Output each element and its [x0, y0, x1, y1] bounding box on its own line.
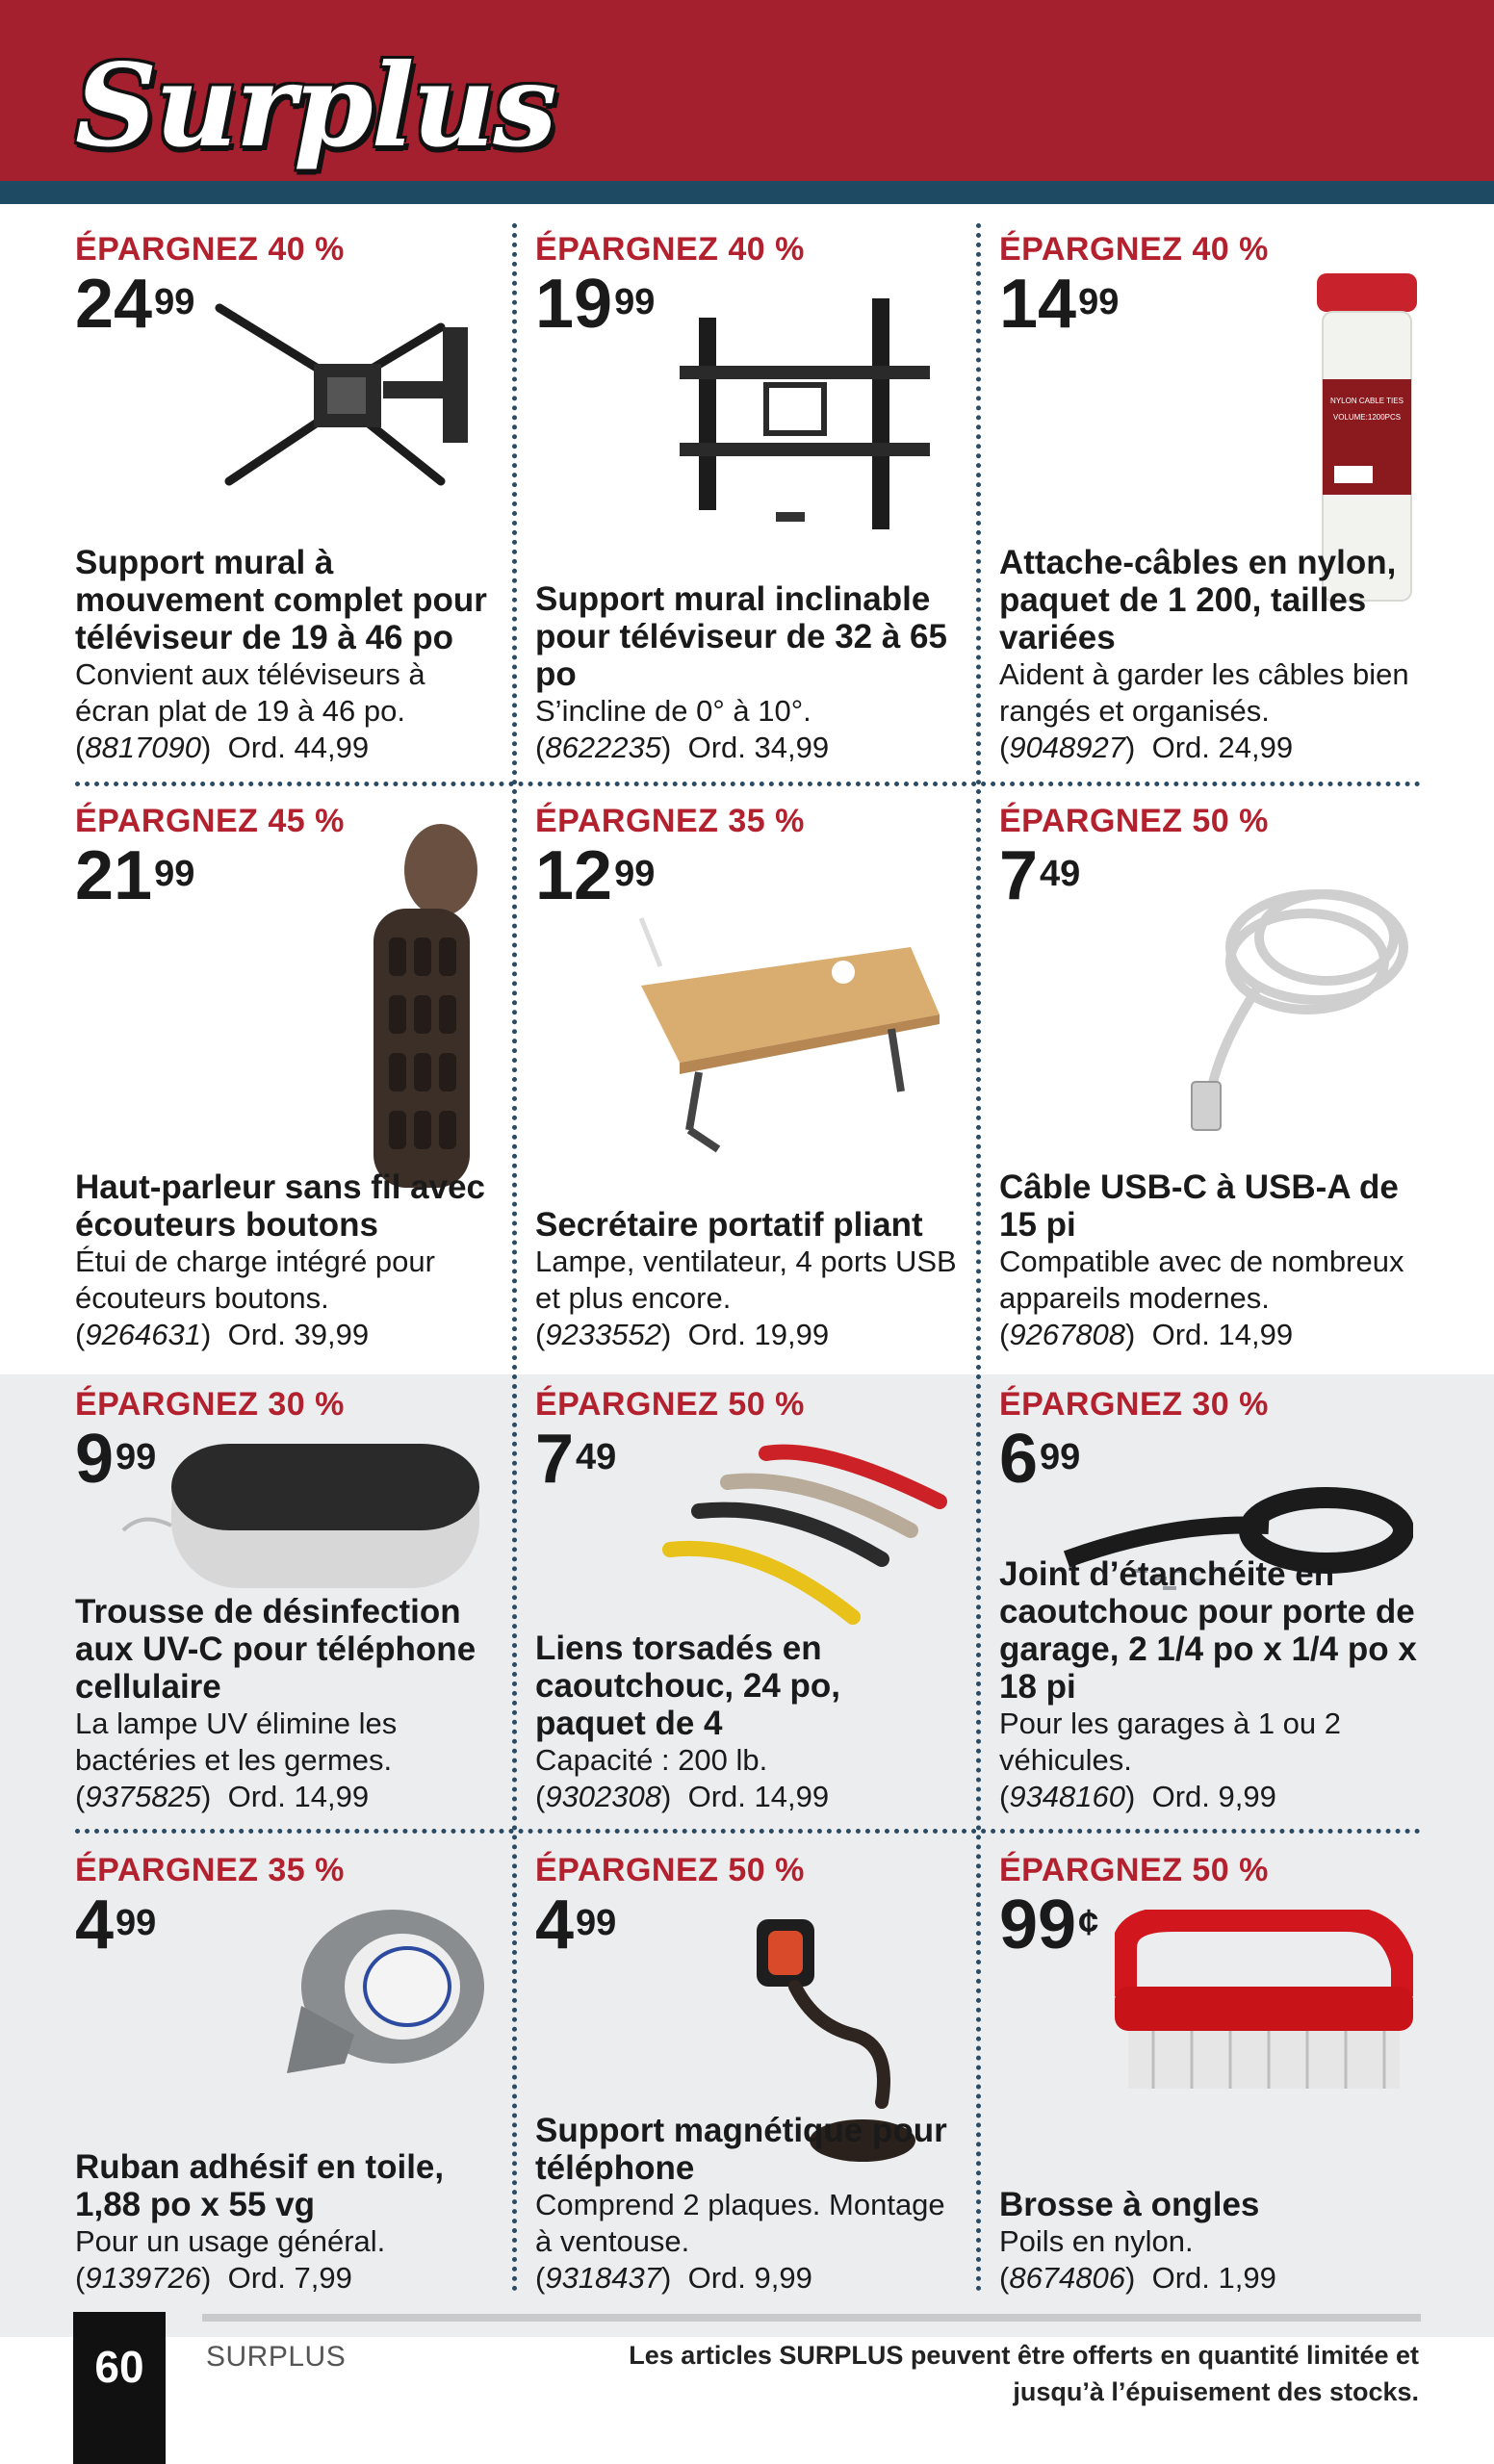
product-description: Capacité : 200 lb. [535, 1743, 768, 1777]
product-code: (9375825) Ord. 14,99 [75, 1780, 370, 1813]
savings-label: ÉPARGNEZ 35 % [75, 1852, 345, 1888]
product-text [999, 2186, 1423, 2297]
tv-mount-tilting-icon [680, 298, 930, 529]
product-description: S’incline de 0° à 10°. [535, 694, 811, 728]
product-name: Attache-câbles en nylon, paquet de 1 200, tailles variées [999, 544, 1397, 656]
product-code: (9318437) Ord. 9,99 [535, 2261, 812, 2295]
product-text [75, 1168, 499, 1353]
wireless-speaker-icon [354, 822, 489, 1197]
product-description: Lampe, ventilateur, 4 ports USB et plus encore. [535, 1245, 957, 1315]
product-name: Câble USB-C à USB-A de 15 pi [999, 1168, 1399, 1244]
product-card[interactable] [535, 231, 959, 766]
row-divider-3 [75, 1829, 1421, 1834]
product-code: Pour les garages à 1 ou 2 véhicules. (9348160) Ord. 9,99 [999, 1707, 1342, 1813]
footer-rule [202, 2314, 1421, 2322]
savings-label: ÉPARGNEZ 30 % [999, 1386, 1269, 1423]
product-name: Support magnétique pour téléphone [535, 2112, 947, 2187]
product-code: (9264631) Ord. 39,99 [75, 1318, 370, 1351]
savings-label: ÉPARGNEZ 50 % [999, 803, 1269, 839]
product-code: (9233552) Ord. 19,99 [535, 1318, 830, 1351]
nail-brush-icon [1115, 1910, 1413, 2102]
product-code: (9302308) Ord. 14,99 [535, 1780, 830, 1813]
twist-ties-icon [660, 1434, 959, 1646]
product-card[interactable] [75, 1852, 499, 2297]
product-card[interactable] [535, 803, 959, 1353]
savings-label: ÉPARGNEZ 30 % [75, 1386, 345, 1423]
product-card[interactable] [75, 1386, 499, 1815]
svg-text:NYLON CABLE TIES: NYLON CABLE TIES [1330, 397, 1404, 405]
product-name: Secrétaire portatif pliant [535, 1206, 923, 1244]
savings-label: ÉPARGNEZ 35 % [535, 803, 805, 839]
product-text [75, 544, 499, 766]
product-text [999, 544, 1423, 766]
price: $7^{49}$ [535, 1421, 617, 1498]
savings-label: ÉPARGNEZ 50 % [535, 1852, 805, 1888]
product-text [75, 1593, 499, 1815]
product-card[interactable] [999, 1386, 1423, 1815]
usb-cable-icon [1163, 870, 1413, 1140]
product-description: Pour les garages à 1 ou 2 véhicules. [999, 1707, 1342, 1777]
product-text [535, 2112, 959, 2297]
product-name: Joint d’étanchéité en caoutchouc pour porte de garage, 2 1/4 po x 1/4 po x 18 pi [999, 1555, 1417, 1706]
header-stripe [0, 181, 1494, 204]
page-number: 60 [73, 2312, 166, 2464]
product-name: Support mural inclinable pour téléviseur de 32 à 65 po [535, 580, 947, 693]
product-name: Support mural à mouvement complet pour téléviseur de 19 à 46 po [75, 544, 487, 656]
product-text [535, 580, 959, 766]
price: $4^{99}$ [75, 1886, 157, 1964]
product-text [75, 2148, 499, 2297]
svg-text:VOLUME:1200PCS: VOLUME:1200PCS [1332, 413, 1402, 422]
product-card[interactable] [999, 803, 1423, 1353]
savings-label: ÉPARGNEZ 40 % [535, 231, 805, 268]
product-description: Étui de charge intégré pour écouteurs boutons. [75, 1245, 435, 1315]
product-name: Haut-parleur sans fil avec écouteurs boutons [75, 1168, 485, 1244]
product-text [535, 1630, 959, 1815]
product-card[interactable] [999, 231, 1423, 766]
product-description: La lampe UV élimine les bactéries et les germes. [75, 1707, 398, 1777]
product-description: Aident à garder les câbles bien rangés et organisés. [999, 657, 1409, 728]
product-text [999, 1168, 1423, 1353]
savings-label: ÉPARGNEZ 45 % [75, 803, 345, 839]
row-divider-1 [75, 782, 1421, 786]
product-code: (8817090) Ord. 44,99 [75, 731, 370, 764]
price: $21^{99}$ [75, 837, 195, 914]
product-card[interactable] [535, 1386, 959, 1815]
savings-label: ÉPARGNEZ 40 % [999, 231, 1269, 268]
price: $4^{99}$ [535, 1886, 617, 1964]
footer-disclaimer: Les articles SURPLUS peuvent être offerts en quantité limitée et jusqu’à l’épuisement des stocks. [629, 2341, 1419, 2406]
savings-label: ÉPARGNEZ 50 % [535, 1386, 805, 1423]
product-text [999, 1555, 1423, 1815]
savings-label: ÉPARGNEZ 40 % [75, 231, 345, 268]
footer-section-label: SURPLUS [206, 2341, 347, 2373]
product-description: Compatible avec de nombreux appareils modernes. [999, 1245, 1404, 1315]
product-code: (8622235) Ord. 34,99 [535, 731, 830, 764]
product-card[interactable] [535, 1852, 959, 2297]
column-divider-left [512, 223, 517, 2293]
uv-sanitizer-icon [114, 1434, 499, 1598]
product-description: Pour un usage général. [75, 2224, 386, 2258]
lap-desk-icon [622, 909, 940, 1168]
product-description: Convient aux téléviseurs à écran plat de 19 à 46 po. [75, 657, 425, 728]
product-code: (9139726) Ord. 7,99 [75, 2261, 352, 2295]
price: $12^{99}$ [535, 837, 656, 914]
column-divider-right [976, 223, 981, 2293]
product-description: Comprend 2 plaques. Montage à ventouse. [535, 2188, 945, 2258]
price: 99¢ [999, 1886, 1099, 1964]
surplus-logo: Surplus [75, 38, 555, 172]
product-name: Ruban adhésif en toile, 1,88 po x 55 vg [75, 2148, 445, 2223]
product-card[interactable] [75, 231, 499, 766]
savings-label: ÉPARGNEZ 50 % [999, 1852, 1269, 1888]
product-code: (9048927) Ord. 24,99 [999, 731, 1294, 764]
product-name: Liens torsadés en caoutchouc, 24 po, paquet de 4 [535, 1630, 840, 1742]
product-card[interactable] [999, 1852, 1423, 2297]
price: $14^{99}$ [999, 266, 1120, 343]
product-card[interactable] [75, 803, 499, 1353]
price: $6^{99}$ [999, 1421, 1081, 1498]
tv-mount-articulating-icon [200, 289, 489, 500]
price: $9^{99}$ [75, 1421, 157, 1498]
product-name: Trousse de désinfection aux UV-C pour téléphone cellulaire [75, 1593, 477, 1706]
product-name: Brosse à ongles [999, 2186, 1260, 2223]
product-description: Poils en nylon. [999, 2224, 1194, 2258]
duct-tape-icon [287, 1900, 489, 2092]
product-text [535, 1206, 959, 1353]
product-code: (9267808) Ord. 14,99 [999, 1318, 1294, 1351]
price: $24^{99}$ [75, 266, 195, 343]
price: $7^{49}$ [999, 837, 1081, 914]
price: $19^{99}$ [535, 266, 656, 343]
product-code: (8674806) Ord. 1,99 [999, 2261, 1276, 2295]
